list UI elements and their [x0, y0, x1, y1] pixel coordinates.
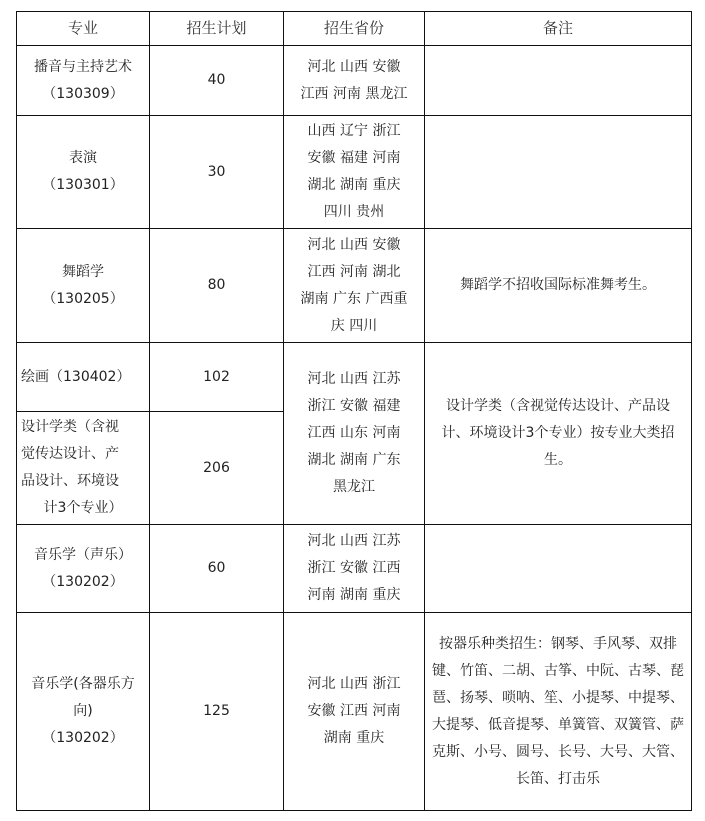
header-plan: 招生计划 [150, 12, 284, 46]
table-header-row [17, 12, 692, 46]
provinces-cell [284, 525, 425, 613]
table-row [17, 613, 692, 811]
major-cell [17, 116, 150, 229]
provinces-cell [284, 229, 425, 343]
notes-cell [425, 343, 692, 525]
major-cell [17, 613, 150, 811]
province-line: 四川 贵州 [323, 204, 385, 220]
notes-cell [425, 525, 692, 613]
province-line: 湖南 广东 广西重 [300, 290, 408, 307]
notes-cell [425, 613, 692, 811]
province-line: 浙江 安徽 福建 [307, 398, 401, 414]
major-cell [17, 525, 150, 613]
provinces-cell [284, 46, 425, 116]
table-row [17, 525, 692, 613]
header-major: 专业 [17, 12, 150, 46]
major-name: 播音与主持艺术 [34, 58, 132, 75]
provinces-cell [284, 343, 425, 525]
province-line: 浙江 安徽 江西 [307, 560, 401, 576]
plan-cell: 60 [150, 525, 284, 613]
plan-cell: 30 [150, 116, 284, 229]
plan-cell: 125 [150, 613, 284, 811]
major-code: （130309） [42, 85, 124, 102]
major-name: 计3个专业） [43, 500, 123, 516]
provinces-cell [284, 116, 425, 229]
province-line: 安徽 福建 河南 [307, 150, 401, 166]
major-name: 音乐学(各器乐方 [31, 676, 135, 692]
province-line: 河北 山西 安徽 [307, 58, 401, 75]
plan-cell: 40 [150, 46, 284, 116]
province-line: 江西 山东 河南 [307, 425, 401, 441]
major-name: 音乐学（声乐） [34, 546, 132, 563]
province-line: 山西 辽宁 浙江 [307, 123, 401, 139]
province-line: 河北 山西 浙江 [307, 676, 401, 692]
note-text: 按器乐种类招生：钢琴、手风琴、双排键、竹笛、二胡、古筝、中阮、古琴、琵琶、扬琴、唢呐、笙、小提琴、中提琴、大提琴、低音提琴、单簧管、双簧管、萨克斯、小号、圆号、长号、大号、大管、长笛、打击乐 [432, 635, 684, 787]
province-line: 庆 四川 [330, 317, 378, 334]
major-name: 表演 [69, 150, 97, 166]
province-line: 安徽 江西 河南 [307, 703, 401, 719]
province-line: 江西 河南 黑龙江 [300, 85, 408, 102]
major-code: （130202） [42, 730, 124, 746]
plan-cell: 102 [150, 343, 284, 412]
table-row [17, 116, 692, 229]
province-line: 河北 山西 安徽 [307, 236, 401, 253]
table-row [17, 46, 692, 116]
province-line: 黑龙江 [333, 479, 375, 495]
major-cell [17, 343, 150, 412]
table-row [17, 229, 692, 343]
enrollment-plan-table [16, 11, 692, 811]
province-line: 湖南 重庆 [323, 730, 385, 746]
notes-cell: 舞蹈学不招收国际标准舞考生。 [425, 229, 692, 343]
major-name: 品设计、环境设 [21, 473, 119, 489]
major-code: （130301） [42, 177, 124, 193]
major-code: （130202） [42, 573, 124, 590]
major-cell [17, 412, 150, 525]
major-name: 舞蹈学 [62, 263, 104, 280]
province-line: 河北 山西 江苏 [307, 371, 401, 387]
plan-cell: 80 [150, 229, 284, 343]
notes-cell [425, 116, 692, 229]
major-cell [17, 229, 150, 343]
header-notes: 备注 [425, 12, 692, 46]
major-cell [17, 46, 150, 116]
province-line: 江西 河南 湖北 [307, 263, 401, 280]
province-line: 河南 湖南 重庆 [307, 587, 401, 603]
province-line: 湖北 湖南 广东 [307, 452, 401, 468]
header-provinces: 招生省份 [284, 12, 425, 46]
province-line: 湖北 湖南 重庆 [307, 177, 401, 193]
note-text: 设计学类（含视觉传达设计、产品设计、环境设计3个专业）按专业大类招生。 [441, 398, 675, 468]
major-name: 绘画（130402） [21, 368, 131, 385]
major-name: 设计学类（含视 [21, 419, 119, 435]
province-line: 河北 山西 江苏 [307, 533, 401, 549]
notes-cell [425, 46, 692, 116]
major-name: 向) [73, 703, 93, 719]
major-code: （130205） [42, 290, 124, 307]
major-name: 觉传达设计、产 [21, 446, 119, 462]
table-row [17, 343, 692, 412]
plan-cell: 206 [150, 412, 284, 525]
provinces-cell [284, 613, 425, 811]
